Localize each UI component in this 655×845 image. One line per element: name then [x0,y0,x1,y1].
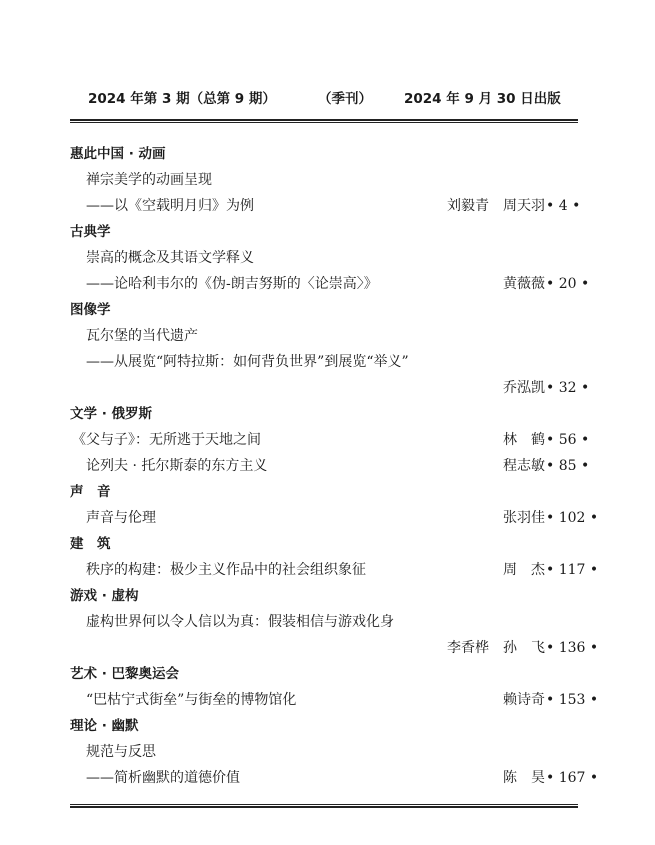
article-authors: 程志敏 [503,458,545,474]
article-authors: 周 杰 [503,562,545,578]
article-subtitle: ——从展览“阿特拉斯：如何背负世界”到展览“举义” [86,354,409,370]
section-heading: 文学 · 俄罗斯 [70,406,153,422]
article-title[interactable]: “巴枯宁式街垒”与街垒的博物馆化 [86,692,297,708]
page-number: • 56 • [546,432,590,448]
publication-date: 2024 年 9 月 30 日出版 [404,91,561,107]
article-subtitle: ——论哈利韦尔的《伪-朗吉努斯的〈论崇高〉》 [86,276,378,292]
section-heading: 建 筑 [70,536,111,552]
article-authors: 赖诗奇 [503,692,545,708]
article-authors: 林 鹤 [503,432,545,448]
article-title[interactable]: 瓦尔堡的当代遗产 [86,328,198,344]
article-authors: 黄薇薇 [503,276,545,292]
section-heading: 古典学 [70,224,111,240]
article-title[interactable]: 规范与反思 [86,744,156,760]
publication-frequency: （季刊） [318,91,372,107]
article-authors: 陈 昊 [503,770,545,786]
page-number: • 85 • [546,458,590,474]
section-heading: 理论 · 幽默 [70,718,139,734]
page-number: • 117 • [546,562,599,578]
article-subtitle: ——以《空载明月归》为例 [86,198,254,214]
page-number: • 153 • [546,692,599,708]
article-subtitle: ——简析幽默的道德价值 [86,770,240,786]
page-number: • 136 • [546,640,599,656]
page-number: • 4 • [546,198,581,214]
section-heading: 惠此中国 · 动画 [70,146,166,162]
page-number: • 167 • [546,770,599,786]
section-heading: 图像学 [70,302,111,318]
article-title[interactable]: 禅宗美学的动画呈现 [86,172,212,188]
article-authors: 乔泓凯 [503,380,545,396]
article-title[interactable]: 秩序的构建：极少主义作品中的社会组织象征 [86,562,366,578]
article-title[interactable]: 虚构世界何以令人信以为真：假装相信与游戏化身 [86,614,394,630]
page-number: • 102 • [546,510,599,526]
issue-number: 2024 年第 3 期（总第 9 期） [88,91,276,107]
page-number: • 20 • [546,276,590,292]
article-authors: 张羽佳 [503,510,545,526]
section-heading: 游戏 · 虚构 [70,588,139,604]
bottom-double-rule [70,803,578,808]
article-authors: 李香桦 孙 飞 [447,640,545,656]
article-title[interactable]: 论列夫 · 托尔斯泰的东方主义 [86,458,268,474]
article-title[interactable]: 声音与伦理 [86,510,156,526]
article-authors: 刘毅青 周天羽 [447,198,545,214]
article-title[interactable]: 《父与子》：无所逃于天地之间 [72,432,261,448]
article-title[interactable]: 崇高的概念及其语文学释义 [86,250,254,266]
section-heading: 艺术 · 巴黎奥运会 [70,666,180,682]
section-heading: 声 音 [70,484,111,500]
page-number: • 32 • [546,380,590,396]
